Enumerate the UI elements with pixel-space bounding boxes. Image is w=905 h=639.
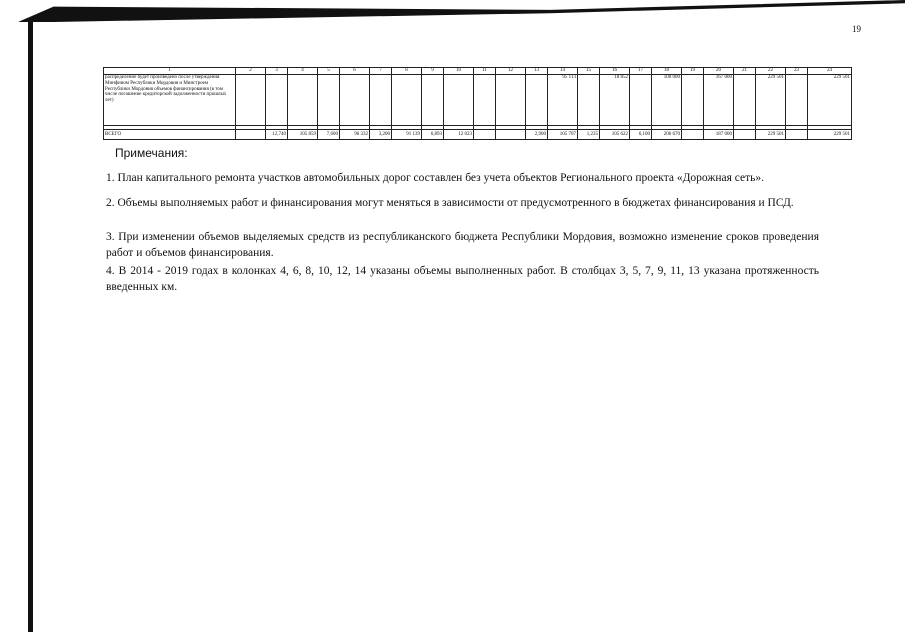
table-cell: 187 000 <box>704 130 734 140</box>
table-cell <box>474 75 496 126</box>
table-cell: 206 670 <box>652 130 682 140</box>
table-cell: 105 622 <box>600 130 630 140</box>
table-cell: 3,200 <box>370 130 392 140</box>
table-cell: 229 501 <box>808 130 852 140</box>
note-item: 1. План капитального ремонта участков автомобильных дорог составлен без учета объектов Регионального проекта «Дорожная сеть». <box>106 172 765 184</box>
table-cell <box>236 75 266 126</box>
table-cell <box>682 130 704 140</box>
table-cell <box>474 130 496 140</box>
table-cell: 105 859 <box>288 130 318 140</box>
notes-title: Примечания: <box>115 146 188 160</box>
page-number: 19 <box>852 24 861 34</box>
note-item: 4. В 2014 - 2019 годах в колонках 4, 6, 8, 10, 12, 14 указаны объемы выполненных работ. В столбцах 3, 5, 7, 9, 11, 13 указана протяженность введенных км. <box>106 265 819 293</box>
table-cell <box>496 75 526 126</box>
column-header: 13 <box>526 68 548 75</box>
table-cell: 229 501 <box>808 75 852 126</box>
table-cell <box>630 75 652 126</box>
table-cell <box>288 75 318 126</box>
column-header: 18 <box>652 68 682 75</box>
column-header: 1 <box>104 68 236 75</box>
column-header: 7 <box>370 68 392 75</box>
column-header: 21 <box>734 68 756 75</box>
table-cell: 229 501 <box>756 130 786 140</box>
table-cell: 95 113 <box>548 75 578 126</box>
column-header: 2 <box>236 68 266 75</box>
table-cell: 91 139 <box>392 130 422 140</box>
table-cell <box>786 75 808 126</box>
table-cell <box>318 75 340 126</box>
table-cell: 6,893 <box>422 130 444 140</box>
table-cell <box>392 75 422 126</box>
column-header: 17 <box>630 68 652 75</box>
column-header: 20 <box>704 68 734 75</box>
table-cell: распределение будет произведено после утверждения Минфином Республики Мордовия и Минстроем Республики Мордовия объемов финансирования (в том числе погашение кредиторской задолженности прошлых лет) <box>104 75 236 126</box>
table-cell <box>526 75 548 126</box>
column-header: 23 <box>786 68 808 75</box>
table-cell: ВСЕГО <box>104 130 236 140</box>
table-cell <box>496 130 526 140</box>
column-header: 16 <box>600 68 630 75</box>
table-cell <box>444 75 474 126</box>
table-cell: 229 501 <box>756 75 786 126</box>
table-cell <box>682 75 704 126</box>
table-cell: 18 852 <box>600 75 630 126</box>
table-cell <box>370 75 392 126</box>
column-header: 5 <box>318 68 340 75</box>
table-cell: 100 000 <box>652 75 682 126</box>
table-cell <box>786 130 808 140</box>
column-header: 22 <box>756 68 786 75</box>
table-cell: 96 332 <box>340 130 370 140</box>
table-cell <box>578 75 600 126</box>
column-header: 15 <box>578 68 600 75</box>
table-cell: 1,235 <box>578 130 600 140</box>
table-cell: 6,100 <box>630 130 652 140</box>
column-header: 24 <box>808 68 852 75</box>
table-cell <box>340 75 370 126</box>
table-cell: 7,600 <box>318 130 340 140</box>
table-cell: 105 707 <box>548 130 578 140</box>
note-item: 3. При изменении объемов выделяемых средств из республиканского бюджета Республики Мордовия, возможно изменение сроков проведения работ и объемов финансирования. <box>106 231 819 259</box>
table-cell <box>266 75 288 126</box>
column-header: 3 <box>266 68 288 75</box>
table-cell <box>734 75 756 126</box>
table-cell: 167 000 <box>704 75 734 126</box>
financing-table <box>103 67 852 140</box>
table-cell: 12 023 <box>444 130 474 140</box>
table-row-total <box>104 130 852 140</box>
scan-shadow-top <box>18 0 905 22</box>
table-cell: 2,900 <box>526 130 548 140</box>
column-header: 11 <box>474 68 496 75</box>
table-header-row <box>104 68 852 75</box>
column-header: 10 <box>444 68 474 75</box>
column-header: 14 <box>548 68 578 75</box>
column-header: 8 <box>392 68 422 75</box>
column-header: 12 <box>496 68 526 75</box>
table-cell: 12,740 <box>266 130 288 140</box>
column-header: 19 <box>682 68 704 75</box>
table-cell <box>422 75 444 126</box>
note-item: 2. Объемы выполняемых работ и финансирования могут меняться в зависимости от предусмотренного в бюджетах финансирования и ПСД. <box>106 197 794 209</box>
table-cell <box>236 130 266 140</box>
table-cell <box>734 130 756 140</box>
scan-shadow-left <box>28 20 33 632</box>
table-row <box>104 75 852 126</box>
column-header: 6 <box>340 68 370 75</box>
column-header: 4 <box>288 68 318 75</box>
column-header: 9 <box>422 68 444 75</box>
